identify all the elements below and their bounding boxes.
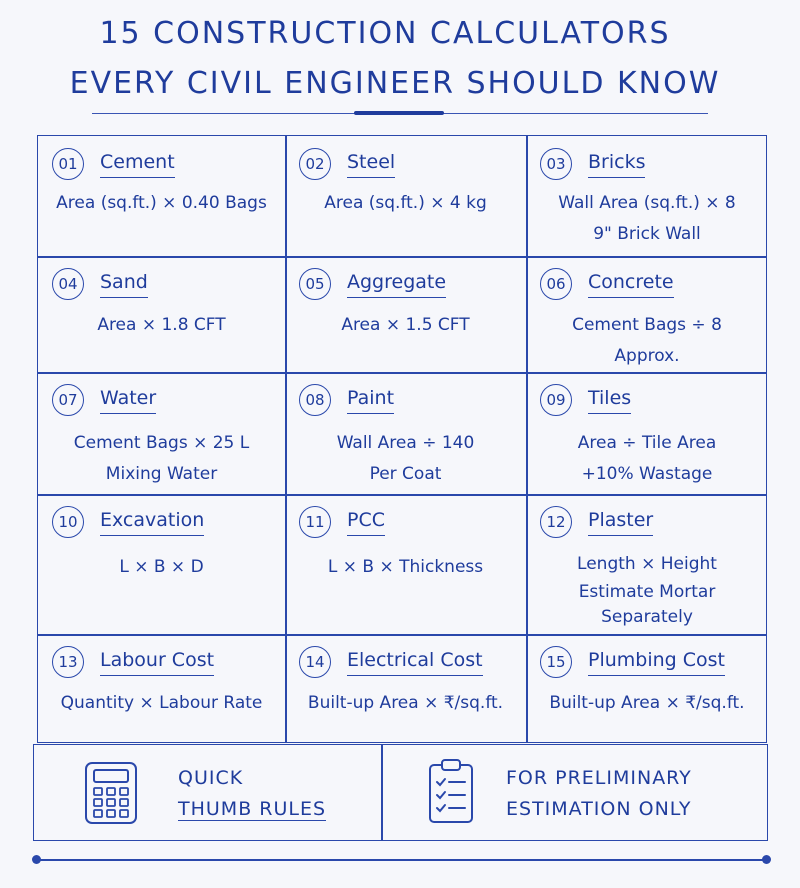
formula-line: Estimate Mortar — [578, 582, 716, 602]
calculator-number-badge: 07 — [52, 384, 84, 416]
formula-line: Cement Bags × 25 L — [73, 433, 250, 453]
calculator-card — [38, 136, 285, 256]
calculator-card — [526, 256, 768, 372]
formula-line: Length × Height — [577, 554, 717, 574]
calculator-formula — [285, 552, 526, 583]
calculator-number-badge: 01 — [52, 148, 84, 180]
calculator-name: Sand — [100, 271, 148, 298]
calculator-header — [540, 148, 645, 180]
calculator-formula — [285, 688, 526, 719]
calculator-header — [52, 148, 175, 180]
footer-estimation-label: ESTIMATION ONLY — [506, 798, 692, 820]
calculator-formula — [38, 310, 285, 341]
calculator-icon — [84, 761, 138, 825]
calculator-name: Cement — [100, 151, 175, 178]
calculator-number-badge: 03 — [540, 148, 572, 180]
page-subtitle: EVERY CIVIL ENGINEER SHOULD KNOW — [69, 66, 721, 101]
formula-line: Built-up Area × ₹/sq.ft. — [307, 693, 504, 713]
page-title: 15 CONSTRUCTION CALCULATORS — [99, 16, 671, 51]
calculator-card — [38, 372, 285, 494]
calculator-card — [285, 372, 526, 494]
calculator-header — [540, 268, 674, 300]
calculator-header — [52, 384, 156, 416]
formula-line: Cement Bags ÷ 8 — [572, 315, 722, 335]
footer-divider — [381, 745, 383, 840]
calculator-formula — [285, 188, 526, 219]
calculator-formula — [526, 188, 768, 250]
calculator-formula — [285, 310, 526, 341]
calculator-number-badge: 12 — [540, 506, 572, 538]
formula-line: Separately — [601, 607, 693, 627]
title-accent-bar — [354, 111, 444, 115]
bottom-rule-dot-left — [32, 855, 41, 864]
formula-line: Area (sq.ft.) × 0.40 Bags — [56, 193, 267, 213]
formula-line: Area ÷ Tile Area — [577, 433, 717, 453]
calculator-name: Concrete — [588, 271, 674, 298]
formula-line: L × B × Thickness — [327, 557, 484, 577]
calculator-name: Plaster — [588, 509, 653, 536]
calculator-card — [526, 494, 768, 634]
calculator-number-badge: 08 — [299, 384, 331, 416]
calculator-card — [526, 372, 768, 494]
calculator-name: Bricks — [588, 151, 645, 178]
formula-line: Built-up Area × ₹/sq.ft. — [549, 693, 745, 713]
formula-line: Per Coat — [369, 464, 442, 484]
calculator-name: Aggregate — [347, 271, 446, 298]
calculator-header — [52, 506, 204, 538]
formula-line: Mixing Water — [105, 464, 218, 484]
calculator-number-badge: 15 — [540, 646, 572, 678]
footer-preliminary-label: FOR PRELIMINARY — [506, 767, 692, 789]
calculator-number-badge: 14 — [299, 646, 331, 678]
formula-line: L × B × D — [119, 557, 204, 577]
calculator-header — [299, 384, 394, 416]
calculator-name: Water — [100, 387, 156, 414]
formula-line: Wall Area (sq.ft.) × 8 — [558, 193, 736, 213]
calculator-name: PCC — [347, 509, 385, 536]
formula-line: 9" Brick Wall — [593, 224, 701, 244]
calculator-header — [52, 268, 148, 300]
formula-line: Area (sq.ft.) × 4 kg — [324, 193, 487, 213]
calculator-name: Paint — [347, 387, 394, 414]
calculator-formula — [38, 688, 285, 719]
calculator-card — [285, 634, 526, 744]
calculator-number-badge: 09 — [540, 384, 572, 416]
calculator-card — [38, 634, 285, 744]
calculator-header — [299, 268, 446, 300]
calculator-number-badge: 10 — [52, 506, 84, 538]
calculator-formula — [526, 688, 768, 719]
formula-line: Approx. — [614, 346, 680, 366]
bottom-rule-dot-right — [762, 855, 771, 864]
calculator-header — [299, 506, 385, 538]
calculator-card — [285, 494, 526, 634]
formula-line: Area × 1.8 CFT — [97, 315, 226, 335]
calculator-formula — [526, 552, 768, 630]
formula-line: +10% Wastage — [581, 464, 713, 484]
formula-line: Quantity × Labour Rate — [60, 693, 263, 713]
calculator-formula — [38, 188, 285, 219]
calculator-header — [540, 646, 725, 678]
calculator-name: Tiles — [588, 387, 631, 414]
calculator-number-badge: 13 — [52, 646, 84, 678]
calculator-grid — [37, 135, 767, 743]
calculator-number-badge: 05 — [299, 268, 331, 300]
calculator-header — [299, 646, 483, 678]
footer-box — [33, 744, 768, 841]
calculator-name: Electrical Cost — [347, 649, 483, 676]
footer-thumb-rules-label: THUMB RULES — [178, 798, 327, 820]
calculator-card — [38, 494, 285, 634]
footer-quick-label: QUICK — [178, 767, 244, 789]
calculator-name: Plumbing Cost — [588, 649, 725, 676]
calculator-header — [540, 506, 653, 538]
formula-line: Area × 1.5 CFT — [341, 315, 470, 335]
calculator-header — [540, 384, 631, 416]
calculator-card — [526, 634, 768, 744]
calculator-name: Steel — [347, 151, 395, 178]
formula-line: Wall Area ÷ 140 — [336, 433, 475, 453]
calculator-header — [299, 148, 395, 180]
calculator-formula — [526, 310, 768, 372]
calculator-card — [285, 136, 526, 256]
calculator-number-badge: 06 — [540, 268, 572, 300]
checklist-clipboard-icon — [427, 757, 475, 825]
calculator-header — [52, 646, 214, 678]
calculator-card — [38, 256, 285, 372]
calculator-number-badge: 04 — [52, 268, 84, 300]
calculator-card — [285, 256, 526, 372]
calculator-number-badge: 02 — [299, 148, 331, 180]
calculator-number-badge: 11 — [299, 506, 331, 538]
calculator-card — [526, 136, 768, 256]
bottom-rule — [36, 859, 766, 861]
calculator-name: Labour Cost — [100, 649, 214, 676]
calculator-formula — [38, 428, 285, 490]
calculator-formula — [526, 428, 768, 490]
calculator-name: Excavation — [100, 509, 204, 536]
calculator-formula — [285, 428, 526, 490]
calculator-formula — [38, 552, 285, 583]
